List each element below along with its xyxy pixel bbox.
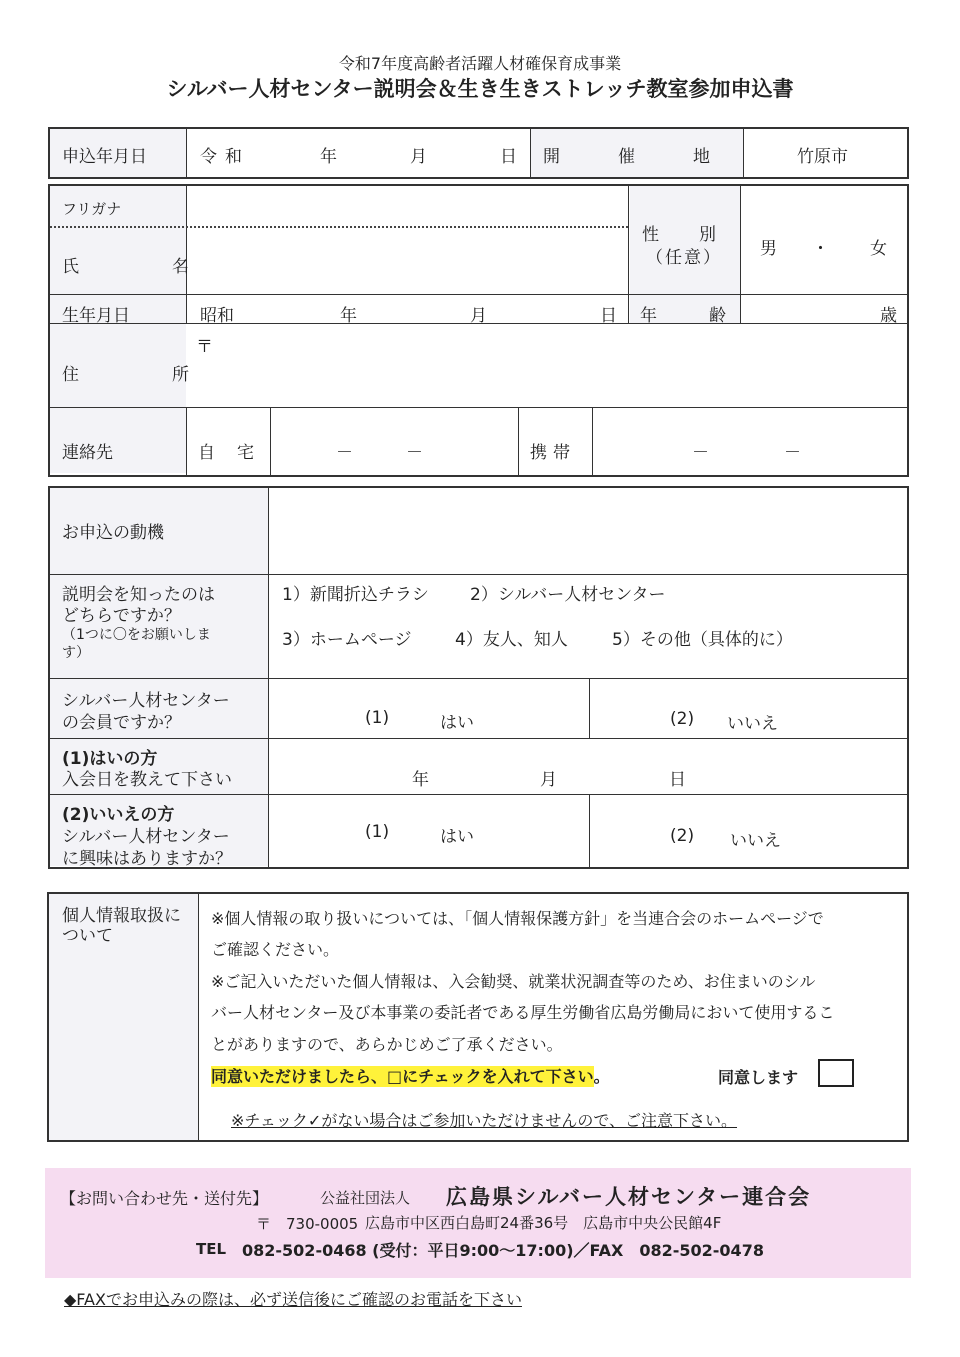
org-name: 広島県シルバー人材センター連合会	[446, 1185, 812, 1209]
privacy-text-line2: ご確認ください。	[211, 940, 340, 959]
privacy-text-line5: とがありますので、あらかじめご了承ください。	[211, 1035, 563, 1054]
home-phone-label: 自宅	[198, 443, 276, 463]
org-address: 広島市中区西白島町24番36号 広島市中央公民館4F	[365, 1214, 722, 1232]
name-field[interactable]	[188, 228, 628, 294]
source-option-silver-center[interactable]: 2）シルバー人材センター	[470, 585, 666, 605]
source-option-homepage[interactable]: 3）ホームページ	[282, 630, 412, 650]
privacy-text-line3: ※ご記入いただいた個人情報は、入会勧奨、就業状況調査等のため、お住まいのシル	[211, 972, 816, 991]
gender-male-option[interactable]: 男	[760, 239, 777, 259]
source-question-line1: 説明会を知ったのは	[62, 585, 215, 605]
birth-day-unit: 日	[600, 306, 617, 326]
interest-yes-number: (1)	[365, 822, 390, 842]
date-era: 令和	[200, 147, 250, 167]
form-title: シルバー人材センター説明会＆生き生きストレッチ教室参加申込書	[166, 77, 794, 101]
consent-warning: ※チェック✓がない場合はご参加いただけませんので、ご注意下さい。	[231, 1111, 738, 1130]
org-type: 公益社団法人	[320, 1189, 411, 1207]
birth-era: 昭和	[200, 306, 234, 326]
join-month-unit: 月	[540, 770, 557, 790]
privacy-label-line1: 個人情報取扱に	[62, 906, 181, 926]
member-no-option[interactable]: いいえ	[727, 714, 778, 734]
interest-question-line2: シルバー人材センター	[62, 827, 230, 847]
interest-question-line3: に興味はありますか？	[62, 849, 232, 869]
name-label: 氏名	[62, 257, 282, 277]
home-phone-field[interactable]	[272, 409, 518, 475]
source-option-other[interactable]: 5）その他（具体的に）	[612, 630, 793, 650]
tel-label: TEL	[196, 1240, 227, 1258]
consent-instruction-highlight: 同意いただけましたら、□にチェックを入れて下さい	[211, 1067, 594, 1086]
interest-question-line1: (2)いいえの方	[62, 805, 175, 825]
motive-field[interactable]	[270, 488, 907, 574]
join-year-unit: 年	[412, 770, 429, 790]
gender-female-option[interactable]: 女	[870, 239, 887, 259]
age-unit: 歳	[880, 306, 897, 326]
privacy-label-line2: ついて	[62, 926, 113, 946]
form-subtitle: 令和7年度高齢者活躍人材確保育成事業	[338, 54, 622, 73]
privacy-text-line4: バー人材センター及び本事業の委託者である厚生労働省広島労働局において使用するこ	[211, 1003, 835, 1022]
motive-label: お申込の動機	[62, 523, 164, 543]
furigana-label: フリガナ	[62, 200, 122, 218]
mobile-phone-label: 携帯	[530, 443, 576, 463]
address-label: 住所	[62, 365, 282, 385]
member-question-line2: の会員ですか？	[62, 713, 181, 733]
consent-checkbox[interactable]	[818, 1059, 854, 1087]
birth-year-unit: 年	[340, 306, 357, 326]
interest-no-option[interactable]: いいえ	[730, 831, 781, 851]
age-label: 年齢	[640, 306, 778, 326]
gender-note: （任意）	[646, 248, 722, 268]
contact-label: 連絡先	[62, 443, 113, 463]
fax-note: ◆FAXでお申込みの際は、必ず送信後にご確認のお電話を下さい	[64, 1290, 522, 1309]
member-no-number: (2)	[670, 709, 695, 729]
join-day-unit: 日	[669, 770, 686, 790]
furigana-field[interactable]	[188, 186, 628, 226]
home-phone-dash: －	[336, 443, 353, 463]
application-date-row	[48, 127, 909, 179]
join-question-line1: (1)はいの方	[62, 749, 158, 769]
consent-instruction-period: 。	[593, 1067, 610, 1086]
gender-separator: ・	[812, 239, 829, 259]
address-field[interactable]	[214, 325, 907, 405]
application-date-label: 申込年月日	[62, 147, 147, 167]
venue-label: 開催地	[543, 147, 768, 167]
member-yes-number: (1)	[365, 708, 390, 728]
consent-instruction	[211, 1064, 610, 1087]
mobile-phone-field[interactable]	[594, 409, 907, 475]
member-question-line1: シルバー人材センター	[62, 691, 230, 711]
contact-heading: 【お問い合わせ先・送付先】	[60, 1189, 269, 1208]
date-day-unit: 日	[500, 147, 517, 167]
venue-value: 竹原市	[797, 147, 848, 167]
source-question-note-end: す）	[62, 645, 90, 661]
gender-label: 性別	[642, 225, 756, 245]
source-question-note: （1つに〇をお願いしま	[62, 627, 211, 643]
date-month-unit: 月	[410, 147, 427, 167]
postal-code: 〒 730-0005	[256, 1215, 359, 1233]
member-yes-option[interactable]: はい	[440, 713, 474, 733]
source-option-friend[interactable]: 4）友人、知人	[455, 630, 568, 650]
birth-month-unit: 月	[470, 306, 487, 326]
tel-fax-numbers: 082-502-0468 (受付：平日9:00～17:00)／FAX 082-502-0478	[242, 1241, 764, 1260]
mobile-phone-dash: －	[692, 443, 709, 463]
consent-label: 同意します	[718, 1068, 799, 1087]
home-phone-dash: －	[406, 443, 423, 463]
birthdate-label: 生年月日	[62, 306, 130, 326]
join-question-line2: 入会日を教えて下さい	[62, 770, 232, 790]
source-option-newspaper[interactable]: 1）新聞折込チラシ	[282, 585, 429, 605]
source-question-line2: どちらですか？	[62, 606, 181, 626]
privacy-text-line1: ※個人情報の取り扱いについては、「個人情報保護方針」を当連合会のホームページで	[211, 909, 824, 928]
postal-mark: 〒	[196, 337, 213, 357]
interest-no-number: (2)	[670, 826, 695, 846]
interest-yes-option[interactable]: はい	[440, 827, 474, 847]
mobile-phone-dash: －	[784, 443, 801, 463]
date-year-unit: 年	[320, 147, 337, 167]
